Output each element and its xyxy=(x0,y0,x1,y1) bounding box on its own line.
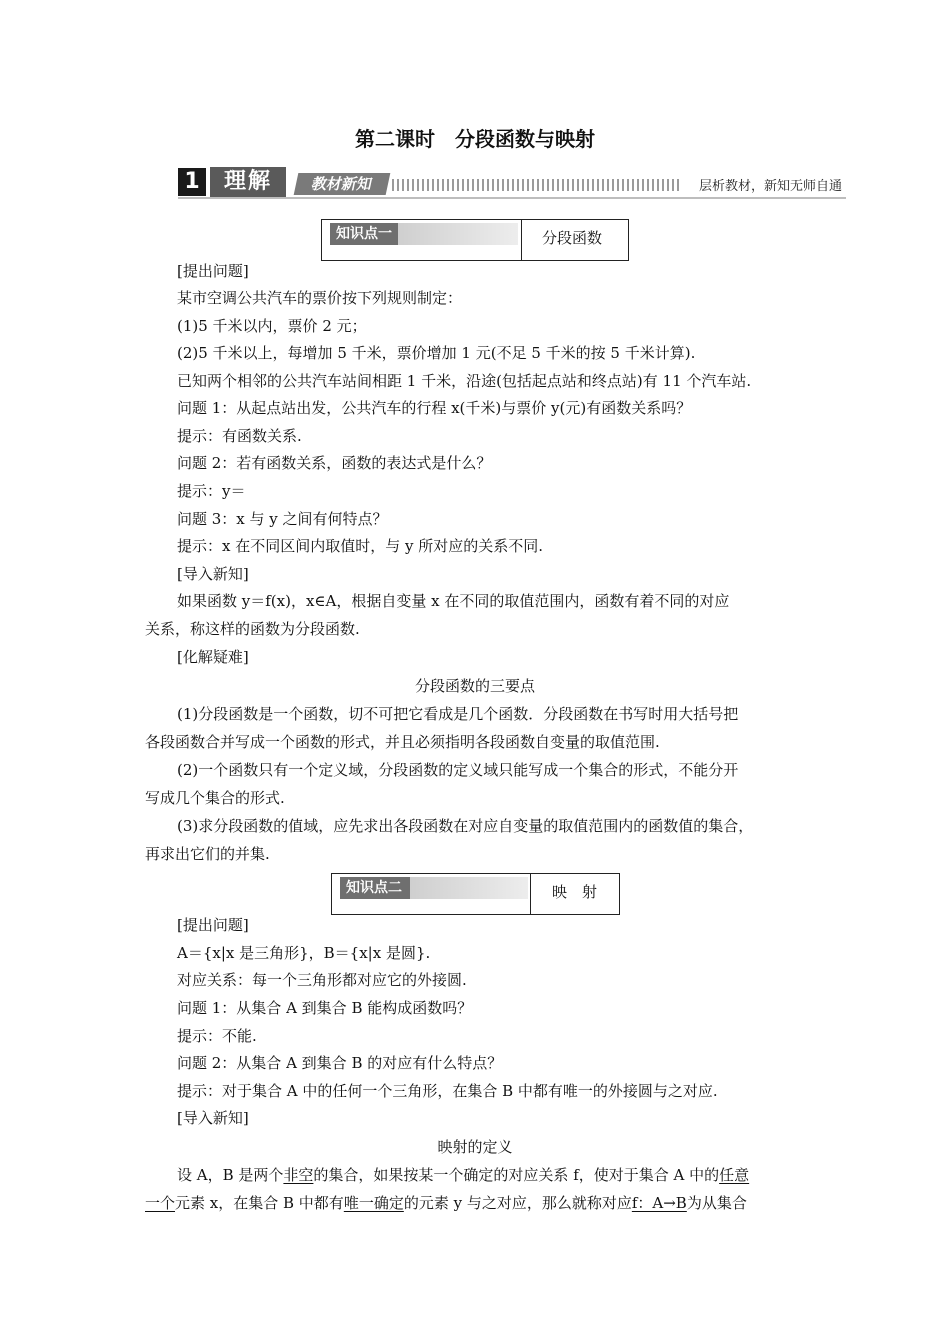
kp2-label: 知识点二 xyxy=(340,877,410,899)
page-title: 第二课时 分段函数与映射 xyxy=(355,127,595,151)
section-banner xyxy=(178,165,846,199)
hint-3: 提示：x 在不同区间内取值时，与 y 所对应的关系不同. xyxy=(177,537,544,555)
question-2: 问题 2：若有函数关系，函数的表达式是什么？ xyxy=(177,454,492,472)
underlined-term-one: 一个 xyxy=(145,1194,176,1212)
definition-line-1: 如果函数 y＝f(x)，x∈A，根据自变量 x 在不同的取值范围内，函数有着不同的对应 xyxy=(177,592,730,610)
paragraph: 某市空调公共汽车的票价按下列规则制定： xyxy=(177,289,463,307)
paragraph: (1)5 千米以内，票价 2 元； xyxy=(177,317,367,335)
underlined-term-nonempty: 非空 xyxy=(283,1166,314,1184)
heading-clarify: [化解疑难] xyxy=(177,648,249,666)
hint-2: 提示：对于集合 A 中的任何一个三角形，在集合 B 中都有唯一的外接圆与之对应. xyxy=(177,1082,718,1100)
underlined-term-any: 任意 xyxy=(719,1166,750,1184)
question-3: 问题 3：x 与 y 之间有何特点？ xyxy=(177,510,388,528)
subheading-three-points: 分段函数的三要点 xyxy=(414,677,535,695)
underlined-term-mapping: f：A→B xyxy=(631,1194,687,1212)
kp1-shade xyxy=(398,223,518,245)
underlined-term-unique: 唯一确定 xyxy=(343,1194,404,1212)
kp1-topic: 分段函数 xyxy=(542,229,603,247)
text: 元素 x，在集合 B 中都有 xyxy=(175,1194,344,1212)
explanation-3a: (3)求分段函数的值域，应先求出各段函数在对应自变量的取值范围内的函数值的集合， xyxy=(177,817,754,835)
question-1: 问题 1：从起点站出发，公共汽车的行程 x(千米)与票价 y(元)有函数关系吗？ xyxy=(177,399,692,417)
definition-line-2: 关系，称这样的函数为分段函数. xyxy=(145,620,360,638)
mapping-line-2 xyxy=(145,1193,747,1213)
subheading-mapping-definition: 映射的定义 xyxy=(437,1138,513,1156)
paragraph: 已知两个相邻的公共汽车站间相距 1 千米，沿途(包括起点站和终点站)有 11 个汽车站. xyxy=(177,372,752,390)
hint-1: 提示：有函数关系. xyxy=(177,427,302,445)
knowledge-point-1-box xyxy=(321,219,629,261)
text: 的集合，如果按某一个确定的对应关系 f，使对于集合 A 中的 xyxy=(313,1166,720,1184)
kp2-divider xyxy=(530,874,531,914)
banner-stripes xyxy=(392,179,682,191)
heading-new-knowledge-2: [导入新知] xyxy=(177,1109,249,1127)
knowledge-point-2-box xyxy=(331,873,620,915)
banner-right-text: 层析教材，新知无师自通 xyxy=(698,179,842,194)
explanation-1a: (1)分段函数是一个函数，切不可把它看成是几个函数．分段函数在书写时用大括号把 xyxy=(177,705,739,723)
hint-1: 提示：不能. xyxy=(177,1027,257,1045)
kp2-topic: 映 射 xyxy=(552,883,598,901)
mapping-line-1 xyxy=(177,1165,749,1185)
set-definition: A＝{x|x 是三角形}，B＝{x|x 是圆}. xyxy=(177,944,431,962)
banner-sub: 教材新知 xyxy=(294,173,391,195)
text: 为从集合 xyxy=(686,1194,747,1212)
banner-number: 1 xyxy=(178,168,206,196)
explanation-2a: (2)一个函数只有一个定义域，分段函数的定义域只能写成一个集合的形式，不能分开 xyxy=(177,761,739,779)
text: 的元素 y 与之对应，那么就称对应 xyxy=(403,1194,632,1212)
correspondence: 对应关系：每一个三角形都对应它的外接圆. xyxy=(177,971,467,989)
hint-2: 提示：y＝ xyxy=(177,482,246,500)
heading-pose-problem-1: [提出问题] xyxy=(177,262,249,280)
heading-pose-problem-2: [提出问题] xyxy=(177,916,249,934)
banner-main: 理解 xyxy=(210,167,286,197)
explanation-2b: 写成几个集合的形式. xyxy=(145,789,285,807)
heading-new-knowledge-1: [导入新知] xyxy=(177,565,249,583)
question-2: 问题 2：从集合 A 到集合 B 的对应有什么特点？ xyxy=(177,1054,503,1072)
question-1: 问题 1：从集合 A 到集合 B 能构成函数吗？ xyxy=(177,999,473,1017)
paragraph: (2)5 千米以上，每增加 5 千米，票价增加 1 元(不足 5 千米的按 5 千米计算). xyxy=(177,344,696,362)
kp1-label: 知识点一 xyxy=(330,223,398,245)
explanation-3b: 再求出它们的并集. xyxy=(145,845,270,863)
text: 设 A，B 是两个 xyxy=(177,1166,284,1184)
explanation-1b: 各段函数合并写成一个函数的形式，并且必须指明各段函数自变量的取值范围. xyxy=(145,733,660,751)
kp2-shade xyxy=(410,877,528,899)
banner-rule xyxy=(178,197,846,199)
kp1-divider xyxy=(521,220,522,260)
